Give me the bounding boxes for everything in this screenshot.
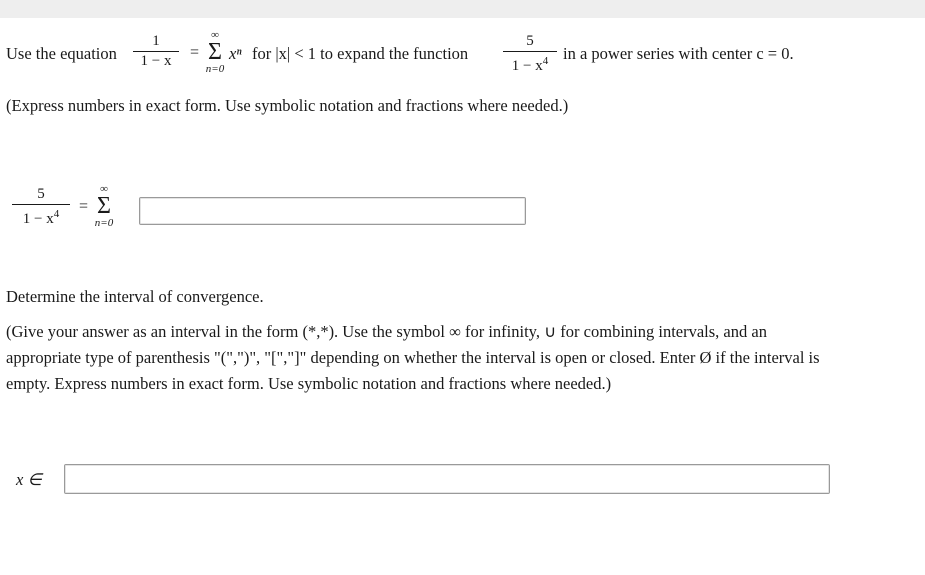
given-fraction-den: 1 − x bbox=[140, 53, 172, 69]
question-condition: for |x| < 1 to expand the function bbox=[252, 44, 469, 63]
sum-term: xⁿ bbox=[229, 44, 242, 63]
given-fraction-num: 1 bbox=[152, 33, 160, 49]
given-fraction bbox=[133, 33, 179, 70]
top-bar bbox=[0, 0, 925, 18]
question-use-text: Use the equation bbox=[6, 44, 117, 63]
power-series-answer-input[interactable] bbox=[139, 197, 526, 225]
interval-instruction-line-3: empty. Express numbers in exact form. Use symbolic notation and fractions where needed.) bbox=[6, 374, 612, 393]
answer-equals-sign: = bbox=[79, 198, 89, 215]
answer-sum-symbol: ∞ Σ n=0 bbox=[94, 183, 114, 229]
interval-answer-input[interactable] bbox=[64, 464, 830, 494]
sum-symbol: ∞ Σ n=0 bbox=[205, 29, 225, 75]
question-tail: in a power series with center c = 0. bbox=[563, 44, 794, 63]
instruction-1: (Express numbers in exact form. Use symbolic notation and fractions where needed.) bbox=[6, 96, 569, 115]
target-fraction-num: 5 bbox=[526, 33, 534, 49]
target-fraction bbox=[503, 33, 557, 75]
interval-instruction-line-1: (Give your answer as an interval in the form (*,*). Use the symbol ∞ for infinity, ∪ for combining intervals, and an bbox=[6, 322, 767, 341]
interval-instruction-line-2: appropriate type of parenthesis "(",")", "[","]" depending on whether the interval is open or closed. Enter Ø if the interval is bbox=[6, 348, 820, 367]
target-fraction-den: $1 - x^4$ bbox=[511, 55, 549, 74]
interval-prompt: Determine the interval of convergence. bbox=[6, 287, 264, 306]
equals-sign: = bbox=[190, 44, 200, 61]
interval-label: x ∈ bbox=[16, 470, 42, 489]
answer-lhs-fraction: 5 $1 - x^4$ bbox=[12, 186, 70, 228]
